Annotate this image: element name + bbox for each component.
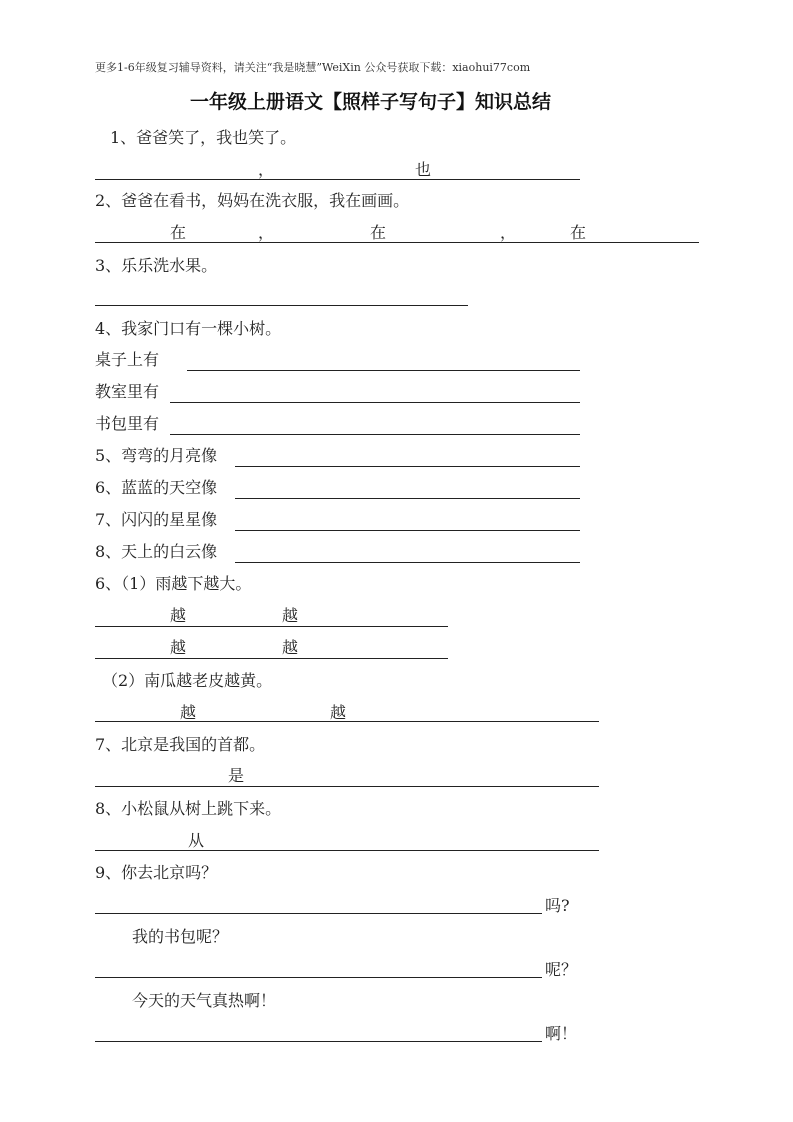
q1-prompt: 1、爸爸笑了，我也笑了。 (110, 128, 297, 147)
q6-yue-2a: 越 (170, 638, 187, 657)
q6-yue-1b: 越 (282, 606, 299, 625)
q7-prompt: 7、北京是我国的首都。 (95, 735, 266, 754)
q2-prompt: 2、爸爸在看书，妈妈在洗衣服，我在画画。 (95, 191, 410, 210)
q6-yue-3b: 越 (330, 703, 347, 722)
q7-line[interactable] (95, 786, 599, 787)
q9-line-3[interactable] (95, 1041, 542, 1042)
q8a-line[interactable] (235, 562, 580, 563)
q4-item-2: 教室里有 (95, 382, 160, 401)
q2-answer-line[interactable] (95, 242, 699, 243)
q1-ye: 也 (415, 160, 432, 179)
q6-prompt-1: 6、（1）雨越下越大。 (95, 574, 252, 593)
q9-sub-3: 今天的天气真热啊！ (132, 991, 277, 1010)
q6-line-3[interactable] (95, 721, 599, 722)
q6a-item: 6、蓝蓝的天空像 (95, 478, 218, 497)
q8a-item: 8、天上的白云像 (95, 542, 218, 561)
q6-line-1[interactable] (95, 626, 448, 627)
q9-line-1[interactable] (95, 913, 542, 914)
q4-item-3: 书包里有 (95, 414, 160, 433)
q7-shi: 是 (228, 766, 245, 785)
q8-prompt: 8、小松鼠从树上跳下来。 (95, 799, 282, 818)
q6-line-2[interactable] (95, 658, 448, 659)
q8-line[interactable] (95, 850, 599, 851)
q5-item: 5、弯弯的月亮像 (95, 446, 218, 465)
q9-sub-2: 我的书包呢？ (132, 927, 229, 946)
q4-prompt: 4、我家门口有一棵小树。 (95, 319, 282, 338)
q5-line[interactable] (235, 466, 580, 467)
header-note: 更多1-6年级复习辅导资料，请关注“我是晓慧”WeiXin 公众号获取下载：xiaohui77com (95, 61, 531, 74)
q1-comma: ， (258, 160, 275, 179)
q9-end-2: 呢？ (545, 960, 578, 979)
q4-line-3[interactable] (170, 434, 580, 435)
q6-yue-1a: 越 (170, 606, 187, 625)
q4-line-2[interactable] (170, 402, 580, 403)
q3-prompt: 3、乐乐洗水果。 (95, 256, 218, 275)
q9-line-2[interactable] (95, 977, 542, 978)
q4-line-1[interactable] (187, 370, 580, 371)
q7a-line[interactable] (235, 530, 580, 531)
q6-prompt-2: （2）南瓜越老皮越黄。 (102, 671, 273, 690)
q8-cong: 从 (188, 831, 205, 850)
q7a-item: 7、闪闪的星星像 (95, 510, 218, 529)
q2-zai-2: 在 (370, 223, 387, 242)
q4-item-1: 桌子上有 (95, 350, 160, 369)
q6-yue-2b: 越 (282, 638, 299, 657)
q9-end-3: 啊！ (545, 1024, 578, 1043)
q2-zai-3: 在 (570, 223, 587, 242)
q9-prompt: 9、你去北京吗？ (95, 863, 218, 882)
q6a-line[interactable] (235, 498, 580, 499)
page-title: 一年级上册语文【照样子写句子】知识总结 (190, 91, 552, 113)
q2-zai-1: 在 (170, 223, 187, 242)
q1-answer-line[interactable] (95, 179, 580, 180)
q2-comma-1: ， (258, 223, 275, 242)
q9-end-1: 吗? (545, 896, 570, 915)
q3-answer-line[interactable] (95, 305, 468, 306)
q6-yue-3a: 越 (180, 703, 197, 722)
q2-comma-2: ， (500, 223, 517, 242)
